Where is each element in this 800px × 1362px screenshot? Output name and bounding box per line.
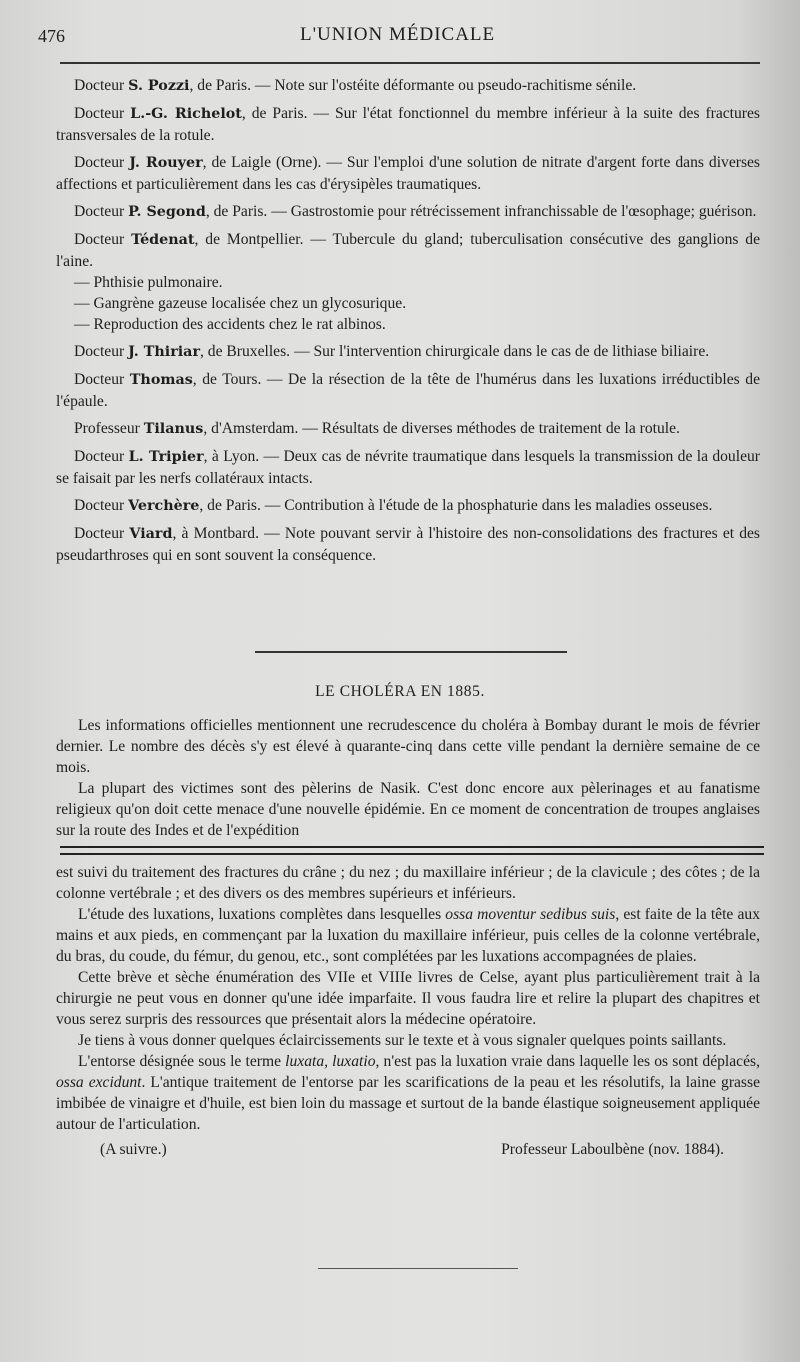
paragraph: Les informations officielles mentionnent une recrudescence du choléra à Bombay durant le mois de février dernier. Le nombre des décès s'y est élevé à quarante-cinq dans cette ville pendant la dernière semaine de ce mois. xyxy=(56,717,760,776)
list-item: Docteur S. Pozzi, de Paris. — Note sur l'ostéite déformante ou pseudo-rachitisme sénile. xyxy=(74,77,637,94)
paragraph: L'étude des luxations, luxations complètes dans lesquelles ossa moventur sedibus suis, est faite de la tête aux mains et aux pieds, en commençant par la luxation du maxillaire inférieur, puis celles de la colonne vertébrale, du bras, du coude, du fémur, du genou, etc., sont complétées par les luxations accompagnées de plaies. xyxy=(56,906,760,965)
list-item: Professeur Tilanus, d'Amsterdam. — Résultats de diverses méthodes de traitement de la rotule. xyxy=(74,420,680,437)
paragraph: La plupart des victimes sont des pèlerins de Nasik. C'est donc encore aux pèlerinages et au fanatisme religieux qu'on doit cette menace d'une nouvelle épidémie. En ce moment de concentration de troupes anglaises sur la route des Indes et de l'expédition xyxy=(56,780,760,839)
feuilleton-divider xyxy=(60,846,764,855)
list-item: Docteur Verchère, de Paris. — Contribution à l'étude de la phosphaturie dans les maladies osseuses. xyxy=(74,497,713,514)
cholera-article xyxy=(56,715,760,841)
list-item: Docteur Viard, à Montbard. — Note pouvant servir à l'histoire des non-consolidations des fractures et des pseudarthroses qui en sont souvent la conséquence. xyxy=(56,525,761,564)
list-item: Docteur L.-G. Richelot, de Paris. — Sur l'état fonctionnel du membre inférieur à la suite des fractures transversales de la rotule. xyxy=(56,105,760,144)
section-divider xyxy=(255,651,567,653)
feuilleton-text xyxy=(56,862,760,1160)
list-item: Docteur Tédenat, de Montpellier. — Tubercule du gland; tuberculisation consécutive des ganglions de l'aine. xyxy=(56,231,760,270)
paragraph: est suivi du traitement des fractures du crâne ; du nez ; du maxillaire inférieur ; de la clavicule ; des côtes ; de la colonne vertébrale ; et des divers os des membres supérieurs et inférieurs. xyxy=(56,864,760,902)
list-item: Docteur J. Rouyer, de Laigle (Orne). — Sur l'emploi d'une solution de nitrate d'argent forte dans diverses affections et particulièrement dans les cas d'érysipèles traumatiques. xyxy=(56,154,761,193)
header-rule xyxy=(60,62,760,64)
running-head: L'UNION MÉDICALE xyxy=(300,24,496,45)
section-title: LE CHOLÉRA EN 1885. xyxy=(315,683,485,700)
paragraph: Cette brève et sèche énumération des VIIe et VIIIe livres de Celse, ayant plus particulièrement trait à la chirurgie ne peut vous en donner qu'une idée imparfaite. Il vous faudra lire et relire la plupart des chapitres et vous serez surpris des ressources que présentait alors la médecine opératoire. xyxy=(56,969,760,1028)
end-rule xyxy=(318,1268,518,1269)
to-be-continued: (A suivre.) xyxy=(100,1141,167,1158)
paragraph: L'entorse désignée sous le terme luxata, luxatio, n'est pas la luxation vraie dans laquelle les os sont déplacés, ossa excidunt. L'antique traitement de l'entorse par les scarifications de la peau et les résolutifs, la laine grasse imbibée de vinaigre et d'huile, est bien loin du massage et surtout de la bande élastique soigneusement appliquée autour de l'articulation. xyxy=(56,1053,760,1133)
list-item: Docteur Thomas, de Tours. — De la résection de la tête de l'humérus dans les luxations irréductibles de l'épaule. xyxy=(56,371,760,410)
author-signature: Professeur Laboulbène (nov. 1884). xyxy=(501,1141,724,1158)
list-item: Docteur L. Tripier, à Lyon. — Deux cas de névrite traumatique dans lesquels la transmission de la douleur se faisait par les nerfs collatéraux intacts. xyxy=(56,448,760,487)
page-number: 476 xyxy=(38,26,65,46)
communications-list xyxy=(56,75,760,572)
signature-line xyxy=(56,1139,760,1160)
list-item: Docteur P. Segond, de Paris. — Gastrostomie pour rétrécissement infranchissable de l'œsophage; guérison. xyxy=(74,203,757,220)
paragraph: Je tiens à vous donner quelques éclaircissements sur le texte et à vous signaler quelques points saillants. xyxy=(78,1032,727,1049)
sub-item: — Gangrène gazeuse localisée chez un glycosurique. xyxy=(74,295,407,312)
sub-item: — Reproduction des accidents chez le rat albinos. xyxy=(74,316,386,333)
sub-item: — Phthisie pulmonaire. xyxy=(74,274,223,291)
list-item: Docteur J. Thiriar, de Bruxelles. — Sur l'intervention chirurgicale dans le cas de de lithiase biliaire. xyxy=(74,343,710,360)
